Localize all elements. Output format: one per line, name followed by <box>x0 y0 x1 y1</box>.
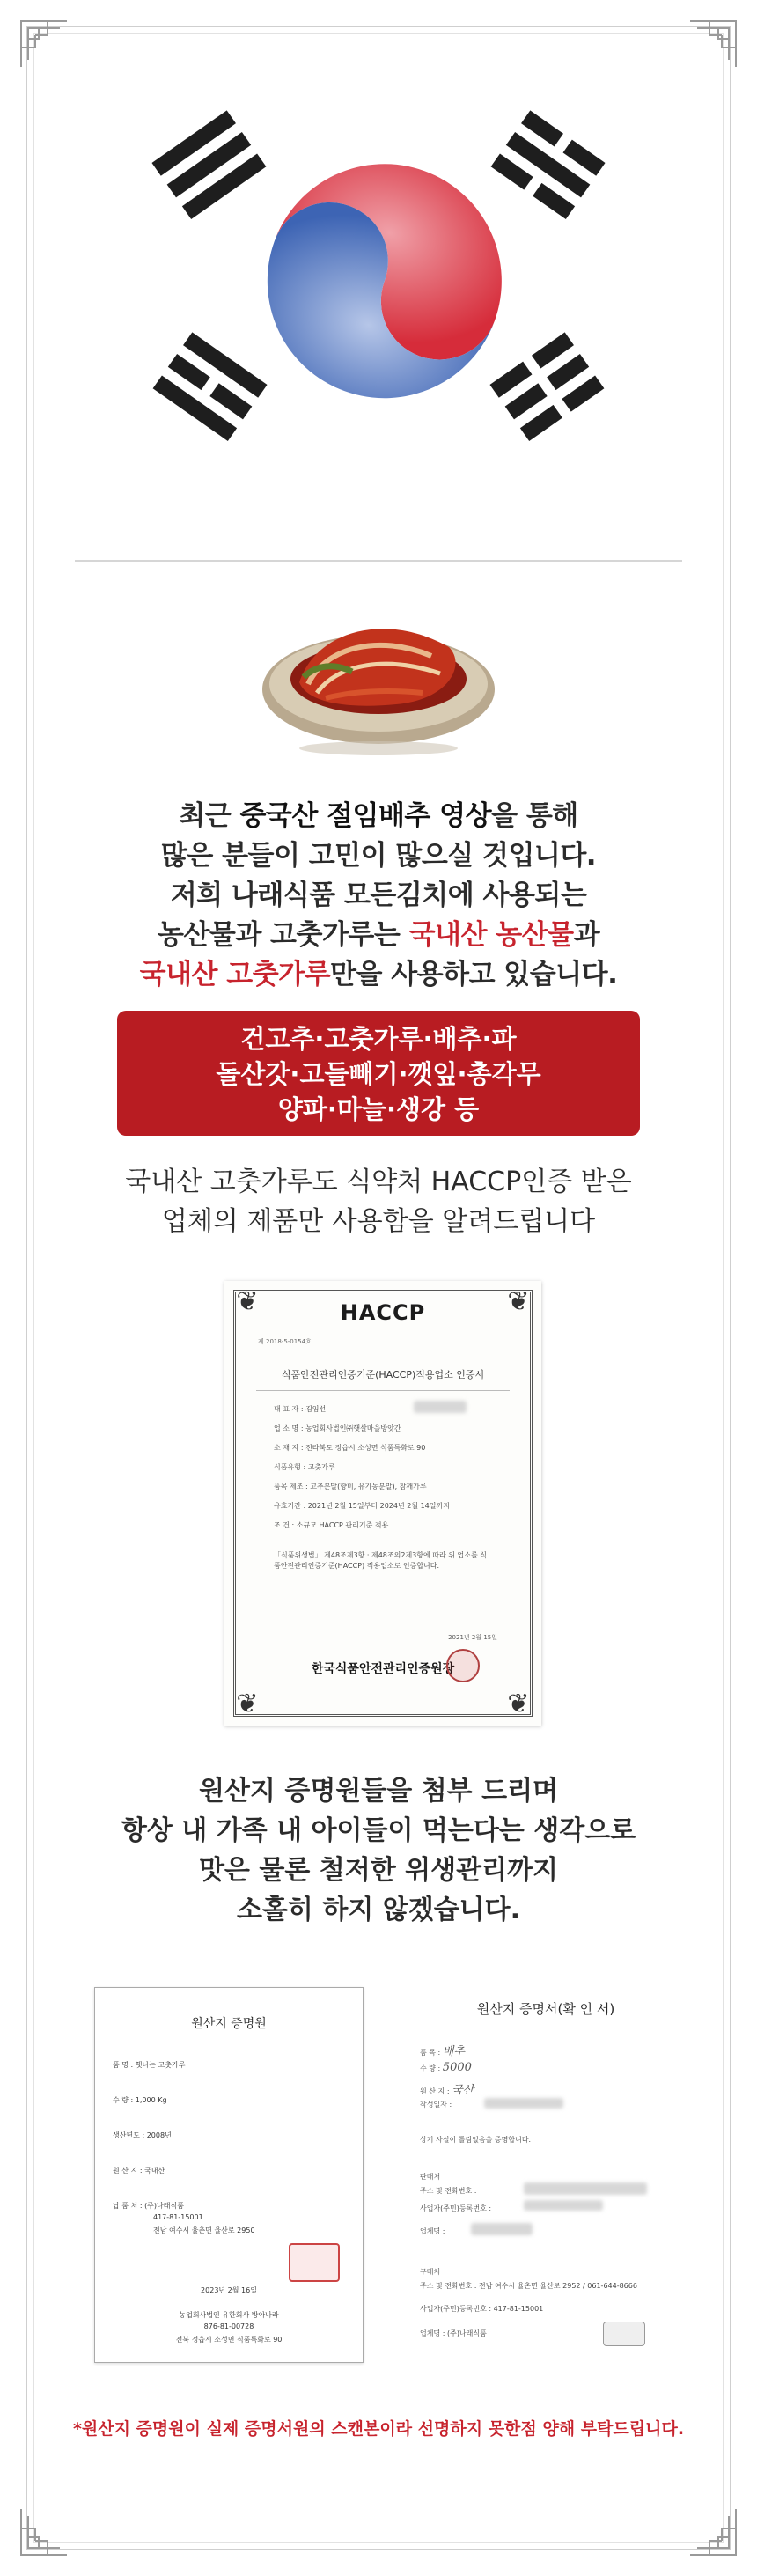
cert-row-label: 유효기간 <box>274 1502 301 1510</box>
haccp-notice <box>53 1162 704 1241</box>
intro-text: 만을 사용하고 있습니다. <box>330 959 618 990</box>
cert-row-value: 농업회사법인㈜햇살마을방앗간 <box>305 1424 401 1432</box>
cert-row <box>113 2201 184 2211</box>
cert-row: 업 소 명 : 농업회사법인㈜햇살마을방앗간 <box>274 1424 401 1432</box>
cert-row-value: 1,000 Kg <box>135 2096 167 2104</box>
origin-notice-line: 항상 내 가족 내 아이들이 먹는다는 생각으로 <box>121 1815 636 1846</box>
cert-row-label: 조 건 <box>274 1521 290 1529</box>
cert-row <box>420 2042 465 2058</box>
ingredients-line: 돌산갓·고들빼기·깻잎·총각무 <box>216 1059 541 1089</box>
intro-highlight: 중국산 절임배추 영상 <box>239 800 492 832</box>
ingredients-box <box>117 1011 640 1136</box>
intro-text: 과 <box>573 919 600 951</box>
cert-row-label: 품 목 : <box>420 2049 441 2057</box>
cert-row-value: (주)나래식품 <box>144 2202 184 2210</box>
origin-notice-line: 소홀히 하지 않겠습니다. <box>236 1895 521 1925</box>
cert-row-label: 작성일자 : <box>420 2101 452 2109</box>
cert-row-label: 납 품 처 : <box>113 2202 143 2210</box>
intro-text: 을 통해 <box>491 800 578 832</box>
corner-ornament-icon <box>687 18 739 70</box>
intro-text: 농산물과 고춧가루는 <box>157 919 409 951</box>
haccp-certificate <box>224 1281 541 1726</box>
origin-notice-line: 원산지 증명원들을 첨부 드리며 <box>198 1776 559 1807</box>
cert-row: 소 재 지 : 전라북도 정읍시 소성면 식품특화로 90 <box>274 1444 426 1452</box>
cert-row-value: 전라북도 정읍시 소성면 식품특화로 90 <box>305 1444 426 1452</box>
cert-row-label: 식품유형 <box>274 1463 301 1471</box>
cert-issuer: 농업회사법인 유한회사 방아나라 <box>179 2311 279 2319</box>
cert-row-label: 원 산 지 : <box>113 2167 143 2175</box>
ingredients-line: 양파·마늘·생강 등 <box>277 1094 480 1124</box>
cert-row <box>113 2060 185 2070</box>
handwritten-value: 국산 <box>452 2084 474 2097</box>
cert-row-label: 생산년도 : <box>113 2131 145 2139</box>
cert-row-label: 수 량 : <box>420 2064 441 2072</box>
haccp-logo: HACCP <box>340 1300 426 1325</box>
cert-row-label: 수 량 : <box>113 2096 134 2104</box>
cert-row-label: 대 표 자 <box>274 1405 299 1413</box>
cert-row-value: 소규모 HACCP 관리기준 적용 <box>296 1521 389 1529</box>
certificate-date: 2021년 2월 15일 <box>448 1634 497 1641</box>
origin-notice <box>53 1771 704 1930</box>
cert-section: 구매처 <box>420 2268 441 2276</box>
cert-row: 사업자(주민)등록번호 : 417-81-15001 <box>420 2305 544 2313</box>
footnote: *원산지 증명원이 실제 증명서원의 스캔본이라 선명하지 못한점 양해 부탁드립니다. <box>72 2419 685 2439</box>
haccp-notice-line: 업체의 제품만 사용함을 알려드립니다 <box>161 1206 596 1237</box>
redacted-area <box>524 2200 603 2211</box>
ingredients-line: 건고추·고춧가루·배추·파 <box>240 1024 517 1054</box>
cert-row-value: 국내산 <box>144 2167 165 2175</box>
handwritten-value: 배추 <box>442 2045 465 2058</box>
korean-flag-icon <box>114 79 643 467</box>
origin-certificate-left <box>94 1987 364 2363</box>
cert-row: 식품유형 : 고춧가루 <box>274 1463 335 1471</box>
cert-row <box>420 2100 452 2109</box>
cert-row: 주소 및 전화번호 : 전남 여수시 율촌면 율산로 2952 / 061-644-8666 <box>420 2282 637 2290</box>
certificate-body: 「식품위생법」 제48조제3항 · 제48조의2제3항에 따라 위 업소를 식품안전관리인증기준(HACCP) 적용업소로 인증합니다. <box>274 1551 487 1570</box>
section-divider <box>75 560 682 562</box>
origin-notice-line: 맛은 물론 철저한 위생관리까지 <box>198 1855 559 1886</box>
cert-issuer: 전북 정읍시 소성면 식품특화로 90 <box>175 2336 283 2344</box>
certificate-issuer: 한국식품안전관리인증원장 <box>311 1662 455 1676</box>
cert-row <box>113 2166 165 2175</box>
cert-row: 주소 및 전화번호 : <box>420 2187 477 2195</box>
cert-row: 대 표 자 : 김임선 <box>274 1405 327 1413</box>
cert-row-label: 소 재 지 <box>274 1444 299 1452</box>
corner-ornament-icon <box>18 18 70 70</box>
redacted-area <box>414 1401 467 1413</box>
cert-issuer: 876-81-00728 <box>203 2322 254 2330</box>
cert-title: 원산지 증명서(확 인 서) <box>476 2001 615 2017</box>
cert-row: 유효기간 : 2021년 2월 15일부터 2024년 2월 14일까지 <box>274 1502 450 1510</box>
cert-row-value: 고추분말(향미, 유기농분말), 참깨가루 <box>310 1483 427 1490</box>
certificate-rule <box>256 1390 510 1391</box>
cert-address: 417-81-15001 <box>153 2213 203 2221</box>
cert-row <box>113 2131 172 2140</box>
certificate-heading: 식품안전관리인증기준(HACCP)적용업소 인증서 <box>281 1369 485 1380</box>
cert-confirm: 상기 사실이 틀림없음을 증명합니다. <box>420 2136 532 2144</box>
flourish-icon: ❦ <box>236 1286 259 1317</box>
cert-row: 조 건 : 소규모 HACCP 관리기준 적용 <box>274 1521 389 1529</box>
cert-title: 원산지 증명원 <box>191 2017 267 2031</box>
haccp-notice-line: 국내산 고춧가루도 식약처 HACCP인증 받은 <box>125 1167 632 1197</box>
cert-row-value: 햇나는 고춧가루 <box>135 2061 186 2069</box>
flourish-icon: ❦ <box>507 1689 530 1719</box>
cert-section: 판매처 <box>420 2173 441 2181</box>
cert-date: 2023년 2월 16일 <box>201 2286 257 2294</box>
cert-row <box>113 2095 167 2105</box>
flourish-icon: ❦ <box>236 1689 259 1719</box>
cert-row <box>420 2061 472 2074</box>
intro-text: 저희 나래식품 모든김치에 사용되는 <box>170 880 587 911</box>
cert-row-value: 고춧가루 <box>307 1463 335 1471</box>
cert-row-value: 2021년 2월 15일부터 2024년 2월 14일까지 <box>307 1502 450 1510</box>
cert-row-label: 품목 제조 <box>274 1483 304 1490</box>
redacted-area <box>471 2223 533 2235</box>
handwritten-value: 5000 <box>442 2061 472 2074</box>
intro-highlight: 국내산 고춧가루 <box>139 959 331 990</box>
seal-stamp <box>446 1649 480 1682</box>
cert-address: 전남 여수시 율촌면 율산로 2950 <box>153 2226 255 2234</box>
redacted-area <box>484 2098 563 2109</box>
cert-row: 업체명 : (주)나래식품 <box>420 2329 487 2337</box>
corner-ornament-icon <box>18 2506 70 2558</box>
cert-row-label: 품 명 : <box>113 2061 134 2069</box>
cert-row-label: 업 소 명 <box>274 1424 299 1432</box>
cert-row: 품목 제조 : 고추분말(향미, 유기농분말), 참깨가루 <box>274 1483 427 1490</box>
origin-certificate-right <box>401 1987 691 2361</box>
certificate-number: 제 2018-5-0154호 <box>258 1338 312 1345</box>
intro-highlight: 국내산 농산물 <box>408 919 574 951</box>
cert-row-label: 원 산 지 : <box>420 2087 450 2095</box>
cert-row-value: 2008년 <box>146 2131 172 2139</box>
intro-text: 최근 <box>179 800 240 832</box>
cert-row: 사업자(주민)등록번호 : <box>420 2204 492 2212</box>
intro-text: 많은 분들이 고민이 많으실 것입니다. <box>160 840 597 872</box>
kimchi-bowl-image <box>255 585 502 762</box>
flourish-icon: ❦ <box>507 1286 530 1317</box>
corner-ornament-icon <box>687 2506 739 2558</box>
intro-paragraph <box>53 797 704 995</box>
redacted-area <box>524 2182 647 2195</box>
cert-row: 업체명 : <box>420 2227 445 2235</box>
cert-row <box>420 2080 474 2097</box>
cert-row-value: 김임선 <box>305 1405 327 1413</box>
seal-stamp <box>603 2322 645 2346</box>
seal-stamp <box>289 2243 340 2282</box>
